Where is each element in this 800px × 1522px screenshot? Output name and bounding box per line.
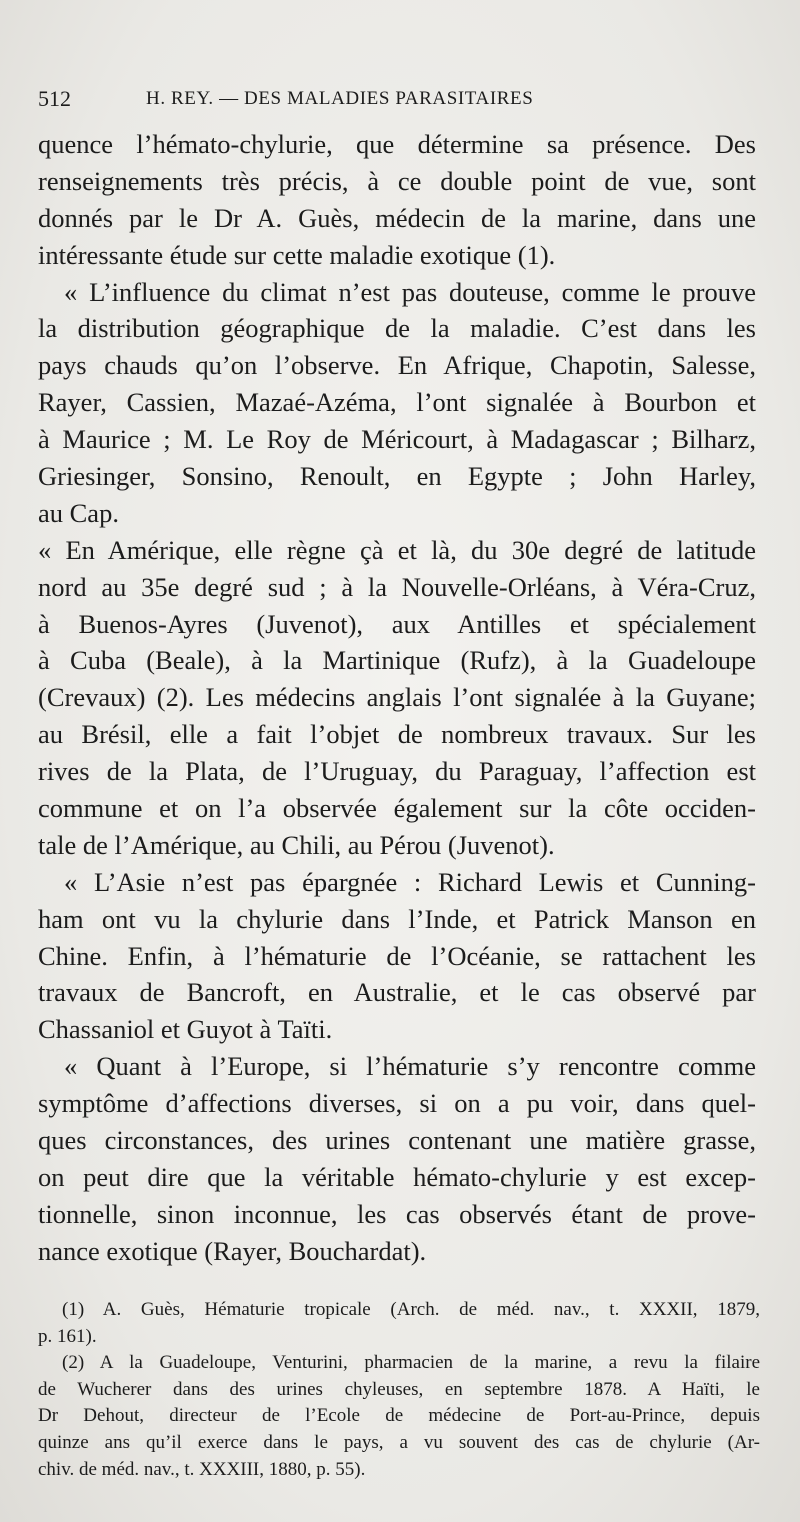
text-line: nance exotique (Rayer, Bouchardat). (38, 1235, 427, 1266)
text-line: ham ont vu la chylurie dans l’Inde, et Patrick Manson en (38, 903, 756, 934)
footnote-line: (1) A. Guès, Hématurie tropicale (Arch. de méd. nav., t. XXXII, 1879, (62, 1299, 760, 1320)
text-line: travaux de Bancroft, en Australie, et le cas observé par (38, 977, 756, 1008)
text-line: tale de l’Amérique, au Chili, au Pérou (Juvenot). (38, 829, 555, 860)
text-line: tionnelle, sinon inconnue, les cas observés étant de prove- (38, 1198, 756, 1229)
text-line: à Buenos-Ayres (Juvenot), aux Antilles et spécialement (38, 608, 756, 639)
text-line: (Crevaux) (2). Les médecins anglais l’ont signalée à la Guyane; (38, 682, 756, 713)
text-line: quence l’hémato-chylurie, que détermine sa présence. Des (38, 129, 756, 159)
footnote-line: de Wucherer dans des urines chyleuses, en septembre 1878. A Haïti, le (38, 1378, 760, 1400)
text-line: intéressante étude sur cette maladie exotique (1). (38, 239, 556, 270)
text-line: pays chauds qu’on l’observe. En Afrique, Chapotin, Salesse, (38, 350, 756, 381)
text-line: Chassaniol et Guyot à Taïti. (38, 1014, 333, 1045)
footnote-line: p. 161). (38, 1325, 97, 1347)
running-head: H. REY. — DES MALADIES PARASITAIRES (146, 88, 534, 109)
footnote-line: (2) A la Guadeloupe, Venturini, pharmacien de la marine, a revu la filaire (62, 1352, 760, 1374)
page-number: 512 (38, 86, 71, 111)
text-line: rives de la Plata, de l’Uruguay, du Paraguay, l’affection est (38, 756, 756, 787)
text-line: renseignements très précis, à ce double point de vue, sont (38, 165, 756, 196)
text-line: Chine. Enfin, à l’hématurie de l’Océanie, se rattachent les (38, 940, 756, 971)
text-line: « Quant à l’Europe, si l’hématurie s’y rencontre comme (64, 1051, 756, 1082)
text-line: nord au 35e degré sud ; à la Nouvelle-Orléans, à Véra-Cruz, (38, 571, 756, 602)
text-line: on peut dire que la véritable hémato-chylurie y est excep- (38, 1161, 756, 1192)
text-line: symptôme d’affections diverses, si on a pu voir, dans quel- (38, 1088, 756, 1119)
text-line: commune et on l’a observée également sur la côte occiden- (38, 793, 756, 824)
text-line: à Maurice ; M. Le Roy de Méricourt, à Madagascar ; Bilharz, (38, 424, 756, 455)
text-line: « En Amérique, elle règne çà et là, du 30e degré de latitude (38, 534, 756, 565)
text-line: au Brésil, elle a fait l’objet de nombreux travaux. Sur les (38, 719, 756, 750)
footnotes (38, 1297, 760, 1483)
text-line: « L’Asie n’est pas épargnée : Richard Lewis et Cunning- (64, 866, 756, 897)
text-line: à Cuba (Beale), à la Martinique (Rufz), à la Guadeloupe (38, 645, 756, 676)
page-header (38, 86, 758, 116)
text-line: « L’influence du climat n’est pas douteuse, comme le prouve (64, 276, 756, 307)
text-line: donnés par le Dr A. Guès, médecin de la marine, dans une (38, 202, 756, 233)
text-line: au Cap. (38, 497, 119, 528)
footnote-line: chiv. de méd. nav., t. XXXIII, 1880, p. 55). (38, 1458, 366, 1480)
text-line: la distribution géographique de la maladie. C’est dans les (38, 313, 756, 344)
text-line: Griesinger, Sonsino, Renoult, en Egypte ; John Harley, (38, 461, 756, 492)
footnote-line: quinze ans qu’il exerce dans le pays, a vu souvent des cas de chylurie (Ar- (38, 1431, 760, 1453)
body-text (38, 126, 756, 1270)
footnote-line: Dr Dehout, directeur de l’Ecole de médecine de Port-au-Prince, depuis (38, 1405, 760, 1427)
text-line: ques circonstances, des urines contenant une matière grasse, (38, 1125, 756, 1156)
text-line: Rayer, Cassien, Mazaé-Azéma, l’ont signalée à Bourbon et (38, 387, 756, 418)
